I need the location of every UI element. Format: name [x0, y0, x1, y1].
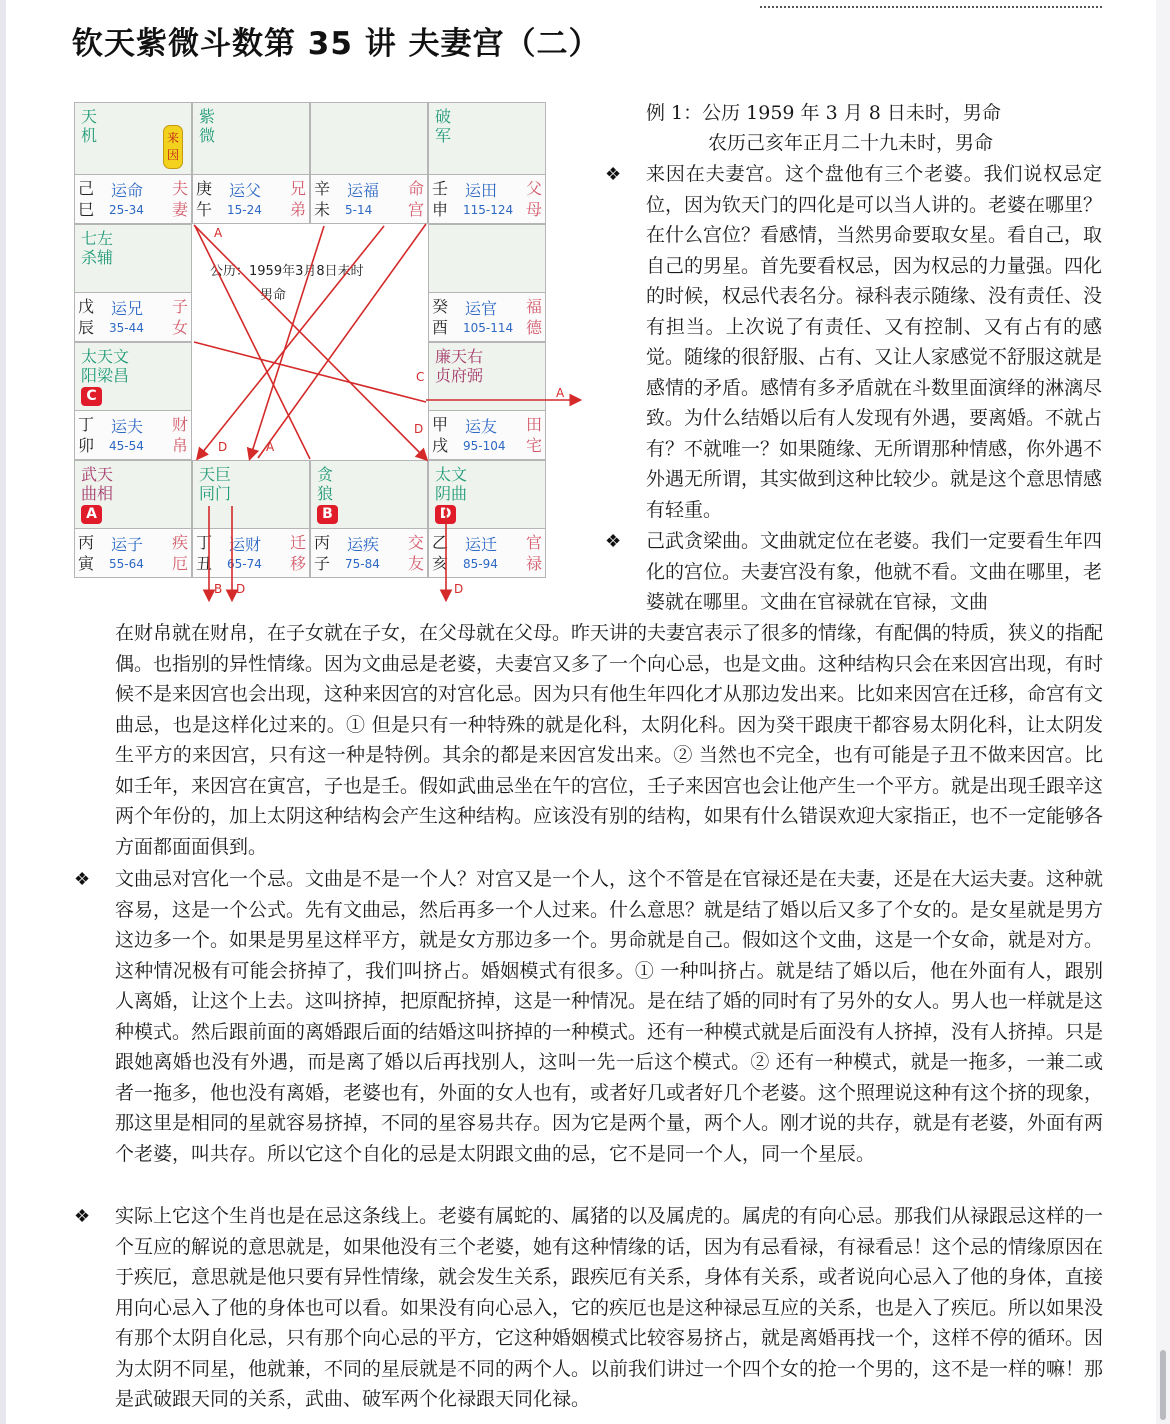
diamond-bullet-icon: ❖: [605, 164, 622, 185]
palace-ganzhi: 乙 亥: [432, 533, 449, 573]
palace-ganzhi: 癸 酉: [432, 297, 449, 337]
example-line-1: 例 1：公历 1959 年 3 月 8 日未时，男命: [646, 102, 1001, 124]
line-shen-yin: [258, 224, 426, 458]
line-label: C: [416, 370, 425, 384]
palace-name: 父 母: [525, 179, 542, 219]
scrollbar-track[interactable]: [1156, 0, 1170, 1424]
palace-stars: 七左 杀辅: [81, 229, 114, 267]
palace-ganzhi: 丙 子: [314, 533, 331, 573]
palace-yun: 运兄: [111, 299, 144, 318]
laiyin-badge: 来因: [163, 125, 183, 169]
example-line-2: 农历己亥年正月二十九未时，男命: [708, 132, 994, 154]
palace-stars: 太文 阴曲: [435, 465, 468, 503]
sihua-badge-c: C: [81, 387, 102, 406]
palace-name: 迁 移: [289, 533, 306, 573]
palace-name: 夫 妻: [171, 179, 188, 219]
line-label: A: [266, 440, 275, 454]
palace-range: 85-94: [463, 557, 498, 571]
palace-ganzhi: 丙 寅: [78, 533, 95, 573]
palace-ganzhi: 己 巳: [78, 179, 95, 219]
palace-range: 5-14: [345, 203, 373, 217]
paragraph-2-cont: 在财帛就在财帛，在子女就在子女，在父母就在父母。昨天讲的夫妻宫表示了很多的情缘，有配偶的特质，狭义的指配偶。也指别的异性情缘。因为文曲忌是老婆，夫妻宫又多了一个向心忌，也是文曲。这种结构只会在来因宫出现，有时候不是来因宫也会出现，这种来因宫的对宫化忌。因为只有他生年四化才从那边发出来。比如来因宫在迁移，命宫有文曲忌，也是这样化过来的。① 但是只有一种特殊的就是化科，太阴化科。因为癸干跟庚干都容易太阴化科，让太阴发生平方的来因宫，只有这一种是特例。其余的都是来因宫发出来。② 当然也不完全，也有可能是子丑不做来因宫。比如壬年，来因宫在寅宫，子也是壬。假如武曲忌坐在午的宫位，壬子来因宫也会让他产生一个平方。就是出现壬跟辛这两个年份的，加上太阴这种结构会产生这种结构。应该没有别的结构，如果有什么错误欢迎大家指正，也不一定能够各方面都面面俱到。: [115, 622, 1104, 858]
palace-ganzhi: 辛 未: [314, 179, 331, 219]
palace-name: 官 禄: [525, 533, 542, 573]
palace-stars: 破 军: [435, 107, 452, 145]
palace-ganzhi: 戊 辰: [78, 297, 95, 337]
palace-range: 95-104: [463, 439, 506, 453]
sihua-lines: [74, 102, 586, 606]
line-si-hai: [194, 225, 426, 459]
page-title: 钦天紫微斗数第 35 讲 夫妻宫（二）: [72, 26, 601, 62]
sihua-badge-d: D: [435, 505, 456, 524]
palace-range: 45-54: [109, 439, 144, 453]
palace-ganzhi: 甲 戌: [432, 415, 449, 455]
palace-stars: 天巨 同门: [199, 465, 232, 503]
palace-name: 疾 厄: [171, 533, 188, 573]
palace-name: 田 宅: [525, 415, 542, 455]
line-chou-si: [195, 226, 310, 459]
scrollbar-thumb[interactable]: [1160, 1350, 1166, 1420]
line-label: D: [218, 440, 228, 454]
diamond-bullet-icon: ❖: [74, 1206, 91, 1227]
palace-ganzhi: 庚 午: [196, 179, 213, 219]
palace-yun: 运迁: [465, 535, 498, 554]
line-label: A: [214, 226, 223, 240]
line-wei-mao: [198, 226, 384, 458]
palace-yun: 运父: [229, 181, 262, 200]
paragraph-3: 文曲忌对宫化一个忌。文曲是不是一个人？对宫又是一个人，这个不管是在官禄还是在夫妻，还是在大运夫妻。这种就容易，这是一个公式。先有文曲忌，然后再多一个人过来。什么意思？就是结了婚以后又多了个女的。是女星就是男方这边多一个。如果是男星这样平方，就是女方那边多一个。男命就是自己。假如这个文曲，这是一个女命，就是对方。这种情况极有可能会挤掉了，我们叫挤占。婚姻模式有很多。① 一种叫挤占。就是结了婚以后，他在外面有人，跟别人离婚，让这个上去。这叫挤掉，把原配挤掉，这是一种情况。是在结了婚的同时有了另外的女人。男人也一样就是这种模式。然后跟前面的离婚跟后面的结婚这叫挤掉的一种模式。还有一种模式就是后面没有人挤掉，没有人挤掉。只是跟她离婚也没有外遇，而是离了婚以后再找别人，这叫一先一后这个模式。② 还有一种模式，就是一拖多，一兼二或者一拖多，他也没有离婚，老婆也有，外面的女人也有，或者好几或者好几个老婆。这个照理说这种有这个挤的现象，那这里是相同的星就容易挤掉，不同的星容易共存。因为它是两个量，两个人。刚才说的共存，就是有老婆，外面有两个老婆，叫共存。所以它这个自化的忌是太阴跟文曲的忌，它不是同一个人，同一个星辰。: [115, 868, 1104, 1165]
palace-yun: 运福: [347, 181, 380, 200]
ziwei-chart: [74, 102, 586, 606]
palace-range: 105-114: [463, 321, 514, 335]
palace-range: 115-124: [463, 203, 514, 217]
palace-yun: 运官: [465, 299, 498, 318]
palace-name: 财 帛: [171, 415, 188, 455]
palace-stars: 紫 微: [199, 107, 216, 145]
paragraph-2-top: 己武贪梁曲。文曲就定位在老婆。我们一定要看生年四化的宫位。夫妻宫没有象，他就不看。文曲在哪里，老婆就在哪里。文曲在官禄就在官禄，文曲: [646, 530, 1103, 613]
palace-ganzhi: 丁 丑: [196, 533, 213, 573]
sihua-badge-a: A: [81, 505, 102, 524]
line-mao-xu: [194, 342, 426, 402]
palace-stars: 天 机: [81, 107, 98, 145]
chart-center-label: 公历：1959年3月8日未时: [210, 264, 364, 279]
palace-range: 35-44: [109, 321, 144, 335]
palace-stars: 太天文 阳梁昌: [81, 347, 130, 385]
page-edge: [0, 0, 6, 1424]
paragraph-4: 实际上它这个生肖也是在忌这条线上。老婆有属蛇的、属猪的以及属虎的。属虎的有向心忌。那我们从禄跟忌这样的一个互应的解说的意思就是，如果他没有三个老婆，她有这种情缘的话，因为有忌看禄，有禄看忌！这个忌的情缘原因在于疾厄，意思就是他只要有异性情缘，就会发生关系，跟疾厄有关系，身体有关系，或者说向心忌入了他的身体，直接用向心忌入了他的身体也可以看。如果没有向心忌入，它的疾厄也是这种禄忌互应的关系，也是入了疾厄。所以如果没有那个太阴自化忌，只有那个向心忌的平方，它这种婚姻模式比较容易挤占，就是离婚再找一个，这样不停的循环。因为太阴不同星，他就兼，不同的星辰就是不同的两个人。以前我们讲过一个四个女的抢一个男的，这不是一样的嘛！那是武破跟天同的关系，武曲、破军两个化禄跟天同化禄。: [115, 1205, 1104, 1410]
sihua-badge-b: B: [317, 505, 338, 524]
palace-name: 福 德: [525, 297, 542, 337]
palace-name: 子 女: [171, 297, 188, 337]
palace-ganzhi: 丁 卯: [78, 415, 95, 455]
line-label: D: [454, 582, 464, 596]
palace-range: 25-34: [109, 203, 144, 217]
palace-stars: 贪 狼: [317, 465, 334, 503]
palace-yun: 运子: [111, 535, 144, 554]
palace-range: 55-64: [109, 557, 144, 571]
palace-name: 命 宫: [407, 179, 424, 219]
chart-center-sub: 男命: [260, 288, 287, 303]
header-rule: [760, 6, 1102, 8]
line-label: D: [236, 582, 246, 596]
palace-yun: 运田: [465, 181, 498, 200]
diamond-bullet-icon: ❖: [605, 531, 622, 552]
line-wei-yin: [250, 226, 324, 458]
palace-range: 15-24: [227, 203, 262, 217]
palace-name: 兄 弟: [289, 179, 306, 219]
line-label: B: [214, 582, 223, 596]
palace-yun: 运友: [465, 417, 498, 436]
palace-ganzhi: 壬 申: [432, 179, 449, 219]
palace-yun: 运财: [229, 535, 262, 554]
palace-stars: 廉天右 贞府弼: [435, 347, 484, 385]
palace-range: 65-74: [227, 557, 262, 571]
paragraph-1: 来因在夫妻宫。这个盘他有三个老婆。我们说权忌定位，因为钦天门的四化是可以当人讲的。老婆在哪里？在什么宫位？看感情，当然男命要取女星。看自己，取自己的男星。首先要看权忌，因为权忌的力量强。四化的时候，权忌代表名分。禄科表示随缘、没有责任、没有担当。上次说了有责任、又有控制、又有占有的感觉。随缘的很舒服、占有、又让人家感觉不舒服这就是感情的矛盾。感情有多矛盾就在斗数里面演绎的淋漓尽致。为什么结婚以后有人发现有外遇，要离婚。不就占有？不就唯一？如果随缘、无所谓那种情感，你外遇不外遇无所谓，其实做到这种比较少。就是这个意思情感有轻重。: [646, 163, 1103, 521]
palace-yun: 运夫: [111, 417, 144, 436]
diamond-bullet-icon: ❖: [74, 869, 91, 890]
line-label: D: [414, 422, 424, 436]
palace-name: 交 友: [407, 533, 424, 573]
palace-yun: 运命: [111, 181, 144, 200]
line-label: A: [556, 386, 565, 400]
palace-range: 75-84: [345, 557, 380, 571]
palace-yun: 运疾: [347, 535, 380, 554]
palace-stars: 武天 曲相: [81, 465, 114, 503]
